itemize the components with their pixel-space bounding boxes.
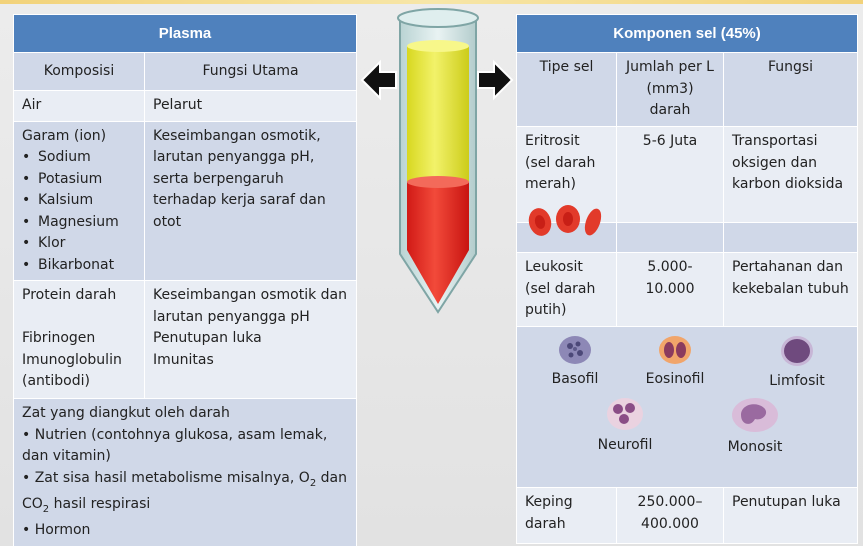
test-tube-icon [392,4,484,316]
leukosit-fungsi: Pertahanan dan kekebalan tubuh [724,253,858,327]
protein-fungsi-3: Imunitas [153,351,214,368]
keping-label: Keping darah [517,488,617,544]
zat-cell [14,399,357,546]
protein-fungsi-cell [145,281,357,399]
eosinofil-label: Eosinofil [645,371,705,387]
garam-item-klor: • Klor [22,233,136,255]
leukosit-label: Leukosit (sel darah putih) [517,253,617,327]
basofil-figure [545,335,605,391]
leukosit-jumlah: 5.000-10.000 [617,253,724,327]
garam-item-kalsium: • Kalsium [22,190,136,212]
eosinofil-figure [635,335,715,391]
sel-col-jumlah: Jumlah per L (mm3) darah [617,53,724,127]
sel-col-tipe: Tipe sel [517,53,617,127]
zat-item-nutrien: • Nutrien (contohnya glukosa, asam lemak, dan vitamin) [22,426,328,464]
eritrosit-jumlah: 5-6 Juta [617,127,724,223]
basofil-cell-icon [558,335,592,365]
monosit-cell-icon [731,397,779,433]
garam-item-potasium: • Potasium [22,169,136,191]
air-fungsi: Pelarut [145,91,357,122]
imunoglobulin-label: Imunoglobulin [22,351,122,368]
sel-title: Komponen sel (45%) [517,15,858,53]
zat-title: Zat yang diangkut oleh darah [22,405,230,421]
keping-fungsi: Penutupan luka [724,488,858,544]
neutrofil-cell-icon [606,397,644,431]
basofil-label: Basofil [551,371,599,387]
plasma-col-komposisi: Komposisi [14,53,145,91]
protein-cell [14,281,145,399]
zat-item-sisa: • Zat sisa hasil metabolisme misalnya, $O_2$ dan $CO_2$ hasil respirasi [22,469,347,515]
limfosit-cell-icon [780,335,814,367]
air-label: Air [14,91,145,122]
protein-fungsi-2: Penutupan luka [153,330,262,346]
plasma-table [13,14,357,546]
komponen-sel-table [516,14,858,544]
plasma-col-fungsi: Fungsi Utama [145,53,357,91]
limfosit-label: Limfosit [769,373,825,389]
garam-cell [14,121,145,281]
eosinofil-cell-icon [658,335,692,365]
fibrinogen-label: Fibrinogen [22,330,96,346]
garam-label: Garam (ion) [22,127,107,144]
keping-jumlah: 250.000–400.000 [617,488,724,544]
limfosit-figure [757,335,837,393]
neutrofil-label: Neurofil [597,437,653,453]
monosit-label: Monosit [727,439,783,455]
antibodi-label: (antibodi) [22,373,90,389]
plasma-title: Plasma [14,15,357,53]
eritrosit-label: Eritrosit (sel darah merah) [525,133,596,192]
red-blood-cells-icon [526,202,606,238]
garam-item-magnesium: • Magnesium [22,212,136,234]
protein-fungsi-1: Keseimbangan osmotik dan larutan penyangga pH [153,287,347,325]
zat-item-hormon: • Hormon [22,522,91,539]
garam-item-sodium: • Sodium [22,147,136,169]
garam-fungsi: Keseimbangan osmotik, larutan penyangga pH, serta berpengaruh terhadap kerja saraf dan otot [145,121,357,281]
protein-label: Protein darah [22,287,117,303]
leukocyte-images-cell [517,327,858,488]
eritrosit-fungsi: Transportasi oksigen dan karbon dioksida [724,127,858,223]
garam-item-bikarbonat: • Bikarbonat [22,255,136,277]
sel-col-fungsi: Fungsi [724,53,858,127]
monosit-figure [715,397,795,459]
garam-list [22,147,136,276]
neutrofil-figure [585,397,665,457]
